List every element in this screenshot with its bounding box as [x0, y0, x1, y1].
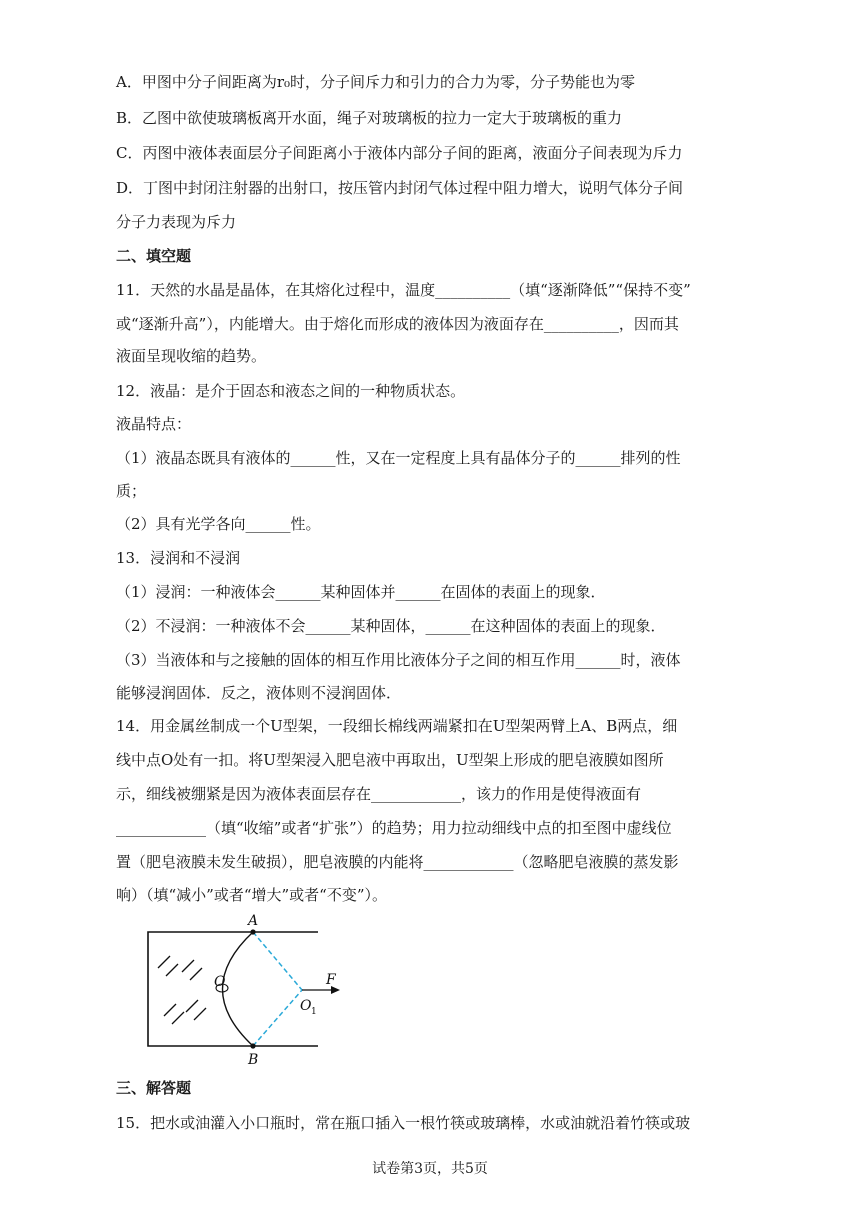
label-o1-subscript: 1: [311, 1007, 317, 1017]
label-o: O: [214, 974, 226, 990]
q11-line-1: 11．天然的水晶是晶体，在其熔化过程中，温度__________（填“逐渐降低”“保持不变”: [116, 281, 691, 299]
q13-item-1: （1）浸润：一种液体会______某种固体并______在固体的表面上的现象．: [116, 583, 606, 601]
q14-line-2: 线中点O处有一扣。将U型架浸入肥皂液中再取出，U型架上形成的肥皂液膜如图所: [116, 751, 664, 769]
q13-item-2: （2）不浸润：一种液体不会______某种固体，______在这种固体的表面上的现象．: [116, 617, 666, 635]
q12-item-2: （2）具有光学各向______性。: [116, 515, 321, 533]
q13-title: 13．浸润和不浸润: [116, 549, 241, 567]
point-b-dot: [250, 1043, 255, 1048]
q12-line-2: 液晶特点：: [116, 415, 192, 433]
q14-line-5: 置（肥皂液膜未发生破损），肥皂液膜的内能将____________（忽略肥皂液膜的蒸发影: [116, 853, 679, 871]
q14-line-1: 14．用金属丝制成一个U型架，一段细长棉线两端紧扣在U型架两臂上A、B两点，细: [116, 717, 678, 735]
label-f: F: [326, 972, 336, 988]
section-heading-fill-blank: 二、填空题: [116, 247, 192, 265]
label-a: A: [248, 913, 259, 929]
cotton-thread: [223, 932, 254, 1046]
q11-line-3: 液面呈现收缩的趋势。: [116, 347, 267, 365]
point-a-dot: [250, 929, 255, 934]
q13-item-3: （3）当液体和与之接触的固体的相互作用比液体分子之间的相互作用______时，液体: [116, 651, 681, 669]
dashed-line-b-o1: [253, 990, 302, 1046]
label-o1: O: [300, 998, 312, 1014]
u-frame-wire: [148, 932, 318, 1046]
q13-item-3-cont: 能够浸润固体．反之，液体则不浸润固体．: [116, 684, 402, 702]
q12-item-1: （1）液晶态既具有液体的______性，又在一定程度上具有晶体分子的______排列的性: [116, 449, 681, 467]
page-footer: 试卷第3页，共5页: [372, 1161, 488, 1177]
q14-line-6: 响）（填“减小”或者“增大”或者“不变”）。: [116, 886, 388, 904]
u-frame-figure: [140, 913, 340, 1068]
option-d-cont: 分子力表现为斥力: [116, 213, 237, 231]
u-frame-diagram: [140, 913, 340, 1068]
dashed-line-a-o1: [253, 932, 302, 990]
option-b: B．乙图中欲使玻璃板离开水面，绳子对玻璃板的拉力一定大于玻璃板的重力: [116, 109, 623, 127]
q14-line-4: ____________（填“收缩”或者“扩张”）的趋势；用力拉动细线中点的扣至图中虚线位: [116, 819, 672, 837]
q15-line-1: 15．把水或油灌入小口瓶时，常在瓶口插入一根竹筷或玻璃棒，水或油就沿着竹筷或玻: [116, 1114, 691, 1132]
option-a: A．甲图中分子间距离为r₀时，分子间斥力和引力的合力为零，分子势能也为零: [116, 73, 636, 91]
film-hatch-marks: [158, 956, 206, 1024]
label-b: B: [248, 1052, 259, 1068]
section-heading-answer: 三、解答题: [116, 1079, 192, 1097]
option-d: D．丁图中封闭注射器的出射口，按压管内封闭气体过程中阻力增大，说明气体分子间: [116, 179, 684, 197]
q11-line-2: 或“逐渐升高”），内能增大。由于熔化而形成的液体因为液面存在__________，因而其: [116, 315, 679, 333]
q14-line-3: 示，细线被绷紧是因为液体表面层存在____________，该力的作用是使得液面有: [116, 785, 642, 803]
q12-item-1-cont: 质；: [116, 482, 147, 500]
option-c: C．丙图中液体表面层分子间距离小于液体内部分子间的距离，液面分子间表现为斥力: [116, 144, 683, 162]
q12-line-1: 12．液晶：是介于固态和液态之间的一种物质状态。: [116, 382, 466, 400]
